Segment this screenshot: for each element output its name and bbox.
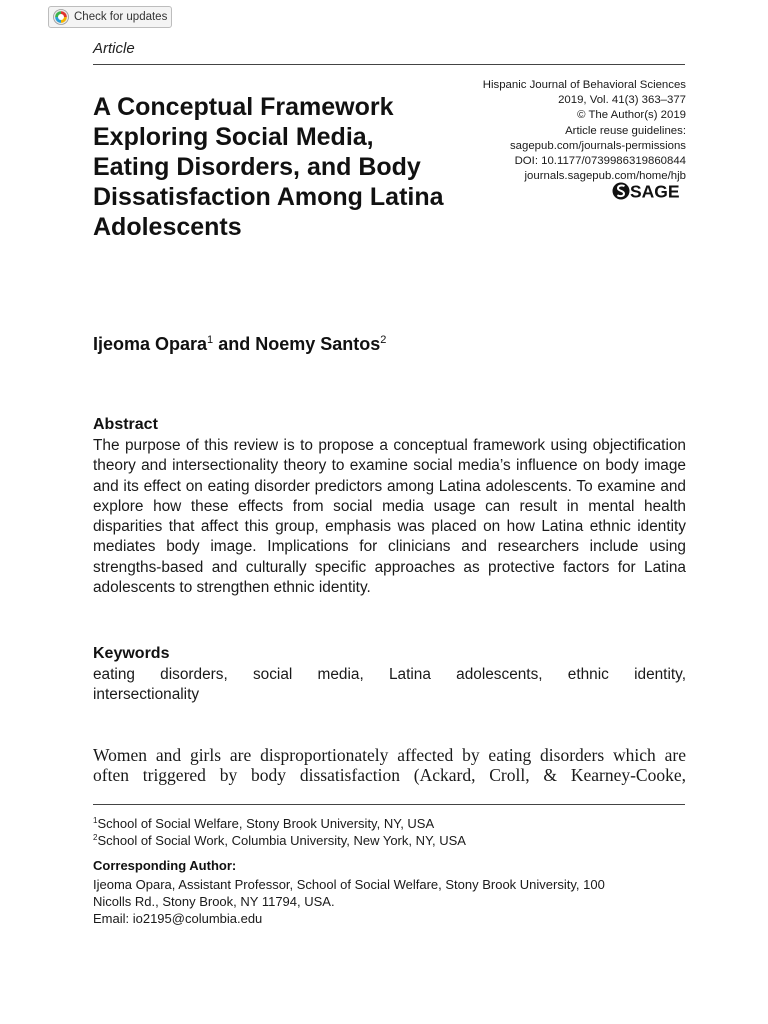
footnote-divider — [93, 804, 685, 805]
affiliation-marker: 2 — [93, 833, 98, 842]
body-paragraph — [93, 745, 686, 785]
check-for-updates-label: Check for updates — [74, 11, 168, 23]
affiliation-line — [93, 816, 434, 832]
corresponding-line: Ijeoma Opara, Assistant Professor, School of Social Welfare, Stony Brook University, 100 — [93, 877, 605, 892]
check-for-updates-button[interactable] — [48, 6, 172, 28]
author-affiliation-marker: 2 — [380, 334, 387, 346]
journal-home-link[interactable]: journals.sagepub.com/home/hjb — [524, 170, 686, 183]
sage-logo — [612, 180, 688, 202]
journal-copyright: © The Author(s) 2019 — [577, 109, 686, 122]
header-divider — [93, 64, 685, 65]
corresponding-line: Nicolls Rd., Stony Brook, NY 11794, USA. — [93, 894, 335, 909]
affiliation-text: School of Social Work, Columbia University, New York, NY, USA — [97, 833, 466, 848]
reuse-guidelines-label: Article reuse guidelines: — [565, 124, 686, 137]
check-updates-icon — [53, 9, 69, 25]
sage-emblem-icon — [612, 180, 688, 202]
journal-name: Hispanic Journal of Behavioral Sciences — [482, 79, 686, 91]
body-line: Women and girls are disproportionately affected by eating disorders which are — [93, 745, 686, 765]
author-name: Ijeoma Opara — [93, 334, 208, 354]
reuse-guidelines-link[interactable]: sagepub.com/journals-permissions — [509, 139, 686, 152]
corresponding-email[interactable]: Email: io2195@columbia.edu — [93, 911, 263, 926]
corresponding-author-heading: Corresponding Author: — [93, 858, 237, 873]
paper-title: A Conceptual Framework Exploring Social Media, Eating Disorders, and Body Dissatisfaction Among Latina Adolescents — [93, 93, 444, 241]
affiliation-marker: 1 — [93, 816, 98, 825]
doi-link[interactable]: DOI: 10.1177/0739986319860844 — [514, 155, 686, 168]
affiliation-line — [93, 833, 466, 849]
affiliation-text: School of Social Welfare, Stony Brook University, NY, USA — [97, 816, 435, 831]
journal-metadata — [426, 78, 686, 184]
abstract-text: The purpose of this review is to propose a conceptual framework using objectification theory and intersectionality theory to examine social media’s influence on body image and its effect on eating disorder predictors among Latina adolescents. To examine and explore how these effects from social media usage can result in mental health disparities that affect this group, emphasis was placed on how Latina ethnic identity mediates body image. Implications for clinicians and researchers include using strengths-based and culturally specific approaches as protective factors for Latina adolescents to strengthen ethnic identity. — [93, 437, 686, 597]
corresponding-author-details — [93, 876, 673, 927]
abstract-heading: Abstract — [93, 416, 158, 433]
sage-wordmark: SAGE — [630, 181, 680, 202]
author-list — [93, 334, 386, 355]
author-affiliation-marker: 1 — [207, 334, 214, 346]
author-name: Noemy Santos — [255, 334, 381, 354]
journal-volume: 2019, Vol. 41(3) 363–377 — [558, 94, 686, 107]
keywords-heading: Keywords — [93, 645, 170, 662]
body-line: often triggered by body dissatisfaction (Ackard, Croll, & Kearney-Cooke, — [93, 765, 686, 785]
author-connector: and — [218, 334, 251, 354]
keywords-text: eating disorders, social media, Latina adolescents, ethnic identity, intersectionality — [93, 666, 686, 704]
article-type-label: Article — [93, 40, 135, 57]
